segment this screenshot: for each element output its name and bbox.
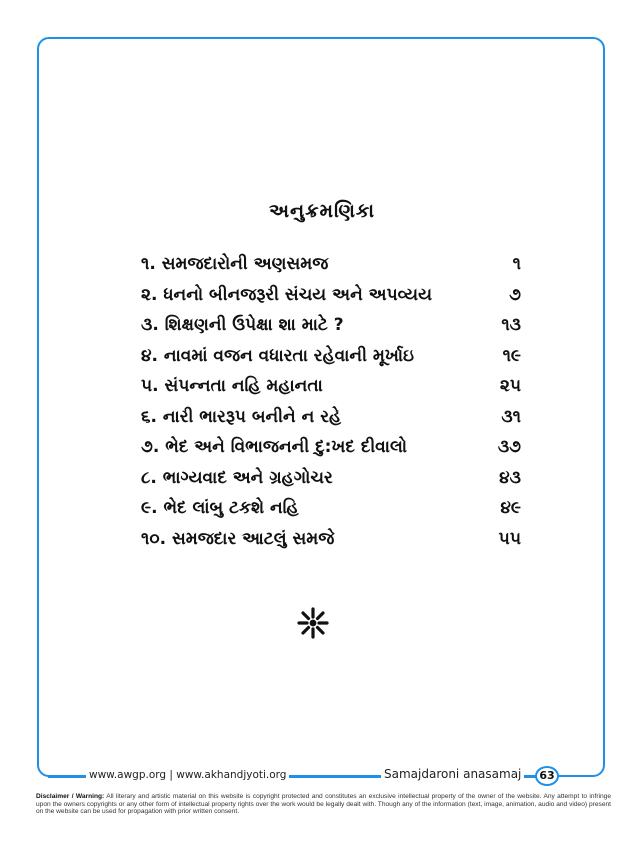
toc-item-page: ૩૭ — [497, 437, 521, 457]
toc-item — [141, 468, 521, 499]
toc-item-label: ૮. ભાગ્યવાદ અને ગ્રહગોચર — [141, 467, 333, 488]
footer-book-title: Samajdaroni anasamaj — [381, 767, 524, 781]
toc-item — [141, 315, 521, 346]
toc-item-page: ૭ — [509, 284, 521, 305]
toc-item-page: ૧ — [512, 254, 521, 274]
toc-item-page: ૨૫ — [499, 376, 521, 396]
toc-item-page: ૪૩ — [499, 467, 521, 488]
toc-list — [141, 254, 521, 559]
toc-item-page: ૩૧ — [501, 406, 521, 427]
footer-rule-left — [48, 776, 86, 778]
toc-item — [141, 498, 521, 529]
toc-item-page: ૪૯ — [500, 498, 521, 518]
disclaimer — [36, 793, 611, 816]
toc-item-label: ૧૦. સમજદાર આટલું સમજે — [141, 528, 335, 549]
toc-item — [141, 529, 521, 560]
toc-item-label: ૨. ધનનો બીનજરૂરી સંચય અને અપવ્યય — [141, 284, 432, 305]
toc-item-label: ૫. સંપન્નતા નહિ મહાનતા — [141, 376, 323, 396]
page-number-badge: 63 — [535, 766, 559, 786]
toc-item — [141, 346, 521, 377]
toc-item-label: ૬. નારી ભારરૂપ બનીને ન રહે — [141, 406, 342, 427]
toc-item-label: ૧. સમજદારોની અણસમજ — [141, 254, 329, 274]
disclaimer-label: Disclaimer / Warning: — [36, 793, 105, 800]
footer-website-links[interactable]: www.awgp.org | www.akhandjyoti.org — [86, 769, 289, 781]
toc-item-label: ૪. નાવમાં વજન વધારતા રહેવાની મૂર્ખાઇ — [141, 345, 414, 366]
toc-item — [141, 254, 521, 285]
asterisk-flower-icon — [296, 606, 330, 640]
toc-item-label: ૭. ભેદ અને વિભાજનની દુ:ખદ દીવાલો — [141, 437, 408, 457]
toc-item — [141, 376, 521, 407]
toc-item-page: ૧૩ — [501, 315, 521, 335]
toc-item-page: ૫૫ — [498, 528, 521, 549]
toc-item — [141, 437, 521, 468]
toc-item — [141, 407, 521, 438]
toc-item — [141, 285, 521, 316]
disclaimer-text: All literary and artistic material on this website is copyright protected and constitutes an exclusive intellectual property of the owner of the website. Any attempt to infringe upon the owners copyrights or any other form of intellectual property rights over the work would be legally dealt with. Though any of the information (text, image, animation, audio and video) present on the website can be used for propagation with prior written consent. — [36, 793, 611, 816]
toc-item-label: ૯. ભેદ લાંબુ ટકશે નહિ — [141, 498, 299, 518]
toc-title: અનુક્રમણિકા — [269, 200, 375, 222]
toc-item-label: ૩. શિક્ષણની ઉપેક્ષા શા માટે ? — [141, 315, 344, 335]
toc-item-page: ૧૯ — [502, 345, 521, 366]
